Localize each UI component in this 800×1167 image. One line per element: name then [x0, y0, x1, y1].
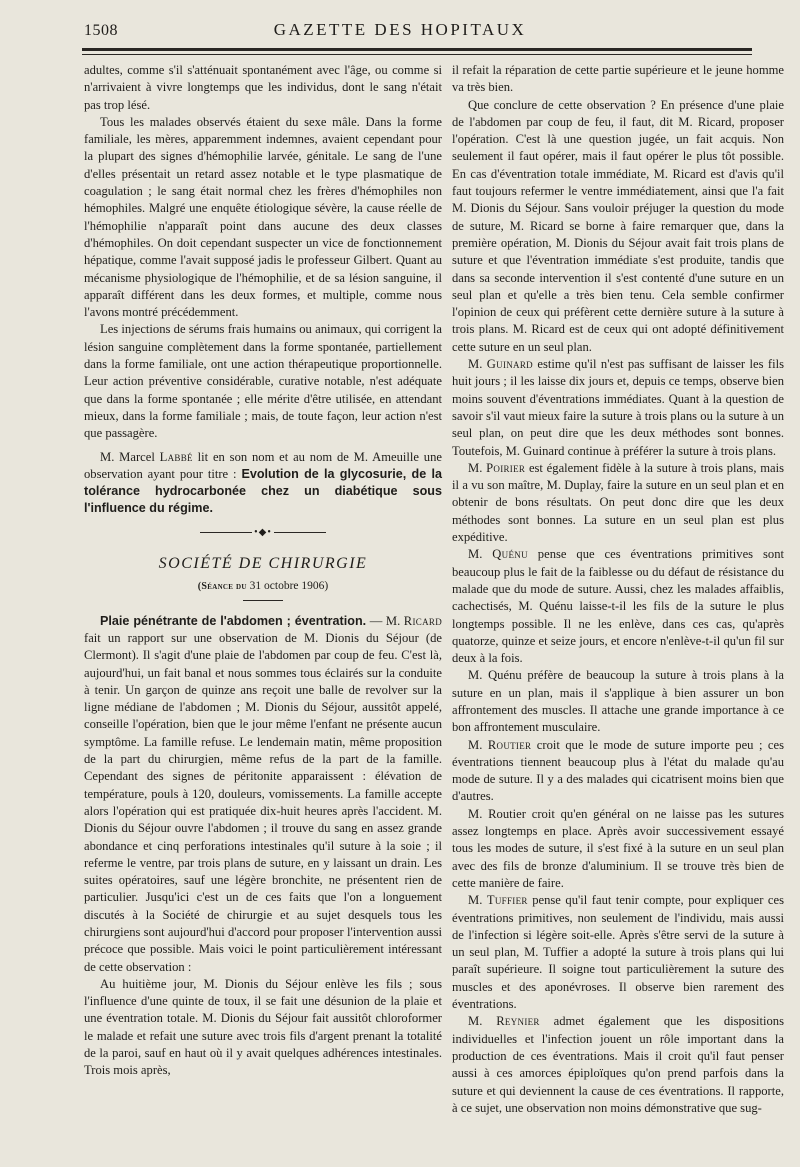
section-ornament: •◆•	[84, 524, 442, 541]
paragraph: il refait la réparation de cette partie supérieure et le jeune homme va très bien.	[452, 63, 784, 95]
paragraph-guinard: M. Guinard estime qu'il n'est pas suffisant de laisser les fils huit jours ; il les laisse dix jours et, depuis ce temps, observe bien moins souvent d'éventrations immédiates. Quant à la question de savoir s'il vaut mieux faire la suture à trois plans ou la suture à un seul plan, on peut dire que les deux méthodes sont bonnes. Toutefois, M. Guinard continue à préférer la suture à trois plans.	[452, 357, 785, 458]
paragraph: adultes, comme s'il s'atténuait spontanément avec l'âge, ou comme si n'arrivaient à vivre longtemps que les individus, dont le sang n'était pas trop lésé.	[84, 63, 442, 112]
left-column	[84, 62, 442, 1080]
communication-title: Evolution de la glycosurie, de la tolérance hydrocarbonée chez un diabétique sous l'influence du régime.	[84, 466, 442, 516]
paragraph: Tous les malades observés étaient du sexe mâle. Dans la forme familiale, les mères, apparemment indemnes, avaient cependant pour la plupart des signes d'hémophilie larvée, génitale. Le sang de l'une d'elles présentait un retard assez notable et le type plasmatique de coagulation ; le sang était normal chez les frères d'hémophiles non hémophiles. Malgré une enquête étiologique sévère, la cause réelle de l'hémophilie n'apparaît point dans aucune des deux classes d'hémophiles. On doit cependant suspecter un vice de fonctionnement hépatique, comme l'avait supposé jadis le professeur Gilbert. Quant au mécanisme physiologique de l'hémophilie, et de sa lésion sanguine, il apparaît différent dans les deux formes, et multiple, comme nous l'avons montré précédemment.	[84, 114, 442, 320]
paragraph: M. Routier croit qu'en général on ne laisse pas les sutures assez longtemps en place. Après avoir successivement essayé tous les modes de suture, il s'est fixé à la suture en un seul plan avec des fils de bronze d'aluminium. Il se trouve très bien de cette manière de faire.	[452, 806, 784, 890]
paragraph-ricard: Plaie pénétrante de l'abdomen ; éventration. — M. Ricard fait un rapport sur une observation de M. Dionis du Séjour (de Clermont). Il s'agit d'une plaie de l'abdomen par coup de feu. C'est là, aujourd'hui, un fait banal et nous sommes tous éclairés sur la conduite à tenir. Un garçon de quinze ans reçoit une balle de revolver sur la ligne médiane de l'abdomen ; M. Dionis du Séjour, aussitôt appelé, conseille l'opération, bien que le jour même l'enfant ne présente aucun symptôme. La famille refuse. Le lendemain matin, même proposition de la part du chirurgien, même refus de la part de la famille. Cependant des signes de péritonite apparaissent : élévation de température, pouls à 120, douleurs, vomissements. La famille accepte alors l'opération qui est pratiquée dix-huit heures après l'accident. M. Dionis du Séjour ouvre l'abdomen ; il trouve du sang en assez grande abondance et cinq perforations intestinales qu'il suture à la soie ; il referme le ventre, par trois plans de suture, en y laissant un drain. Les suites opératoires, sauf une légère bronchite, ne présentent rien de particulier. Jusqu'ici c'est un de ces faits que l'on a longuement discutés à la Société de chirurgie et au sujet desquels tous les chirurgiens sont aujourd'hui d'accord pour proposer l'intervention aussi précoce que possible. Mais voici le point particulièrement intéressant de cette observation :	[84, 613, 442, 974]
author-name: Ricard	[403, 613, 442, 628]
author-name: Guinard	[486, 357, 533, 372]
paragraph: Que conclure de cette observation ? En présence d'une plaie de l'abdomen par coup de feu, il faut, dit M. Ricard, proposer l'opération. C'est là une question jugée, un fait acquis. Non seulement il faut opérer, mais il faut opérer le plus tôt possible. En cas d'éventration totale immédiate, M. Ricard est d'avis qu'il faut toujours refermer le ventre immédiatement, ainsi que l'a fait M. Dionis du Séjour. Sans vouloir préjuger la question du mode de suture, M. Ricard se borne à faire remarquer que, dans la première opération, M. Dionis du Séjour avait fait trois plans de suture et que l'éventration immédiate s'est produite, tandis que dans sa seconde intervention il s'est contenté d'une suture en un seul plan et qu'elle a très bien tenu. Cela semble confirmer l'opinion de ceux qui préfèrent cette dernière suture à la suture à trois plans. M. Ricard est de ceux qui ont adopté définitivement cette suture en un seul plan.	[452, 97, 784, 354]
session-date: (Séance du 31 octobre 1906)	[197, 580, 329, 593]
paragraph-tuffier: M. Tuffier pense qu'il faut tenir compte, pour expliquer ces éventrations primitives, non seulement de l'individu, mais aussi de l'infection si légère soit-elle. Après s'être servi de la suture à un seul plan, M. Tuffier a adopté la suture à trois plans qui lui paraît supérieure. Il soigne tout particulièrement la suture des muscles et des aponévroses. Il observe bien rarement des éventrations.	[452, 893, 784, 1012]
paragraph: M. Quénu préfère de beaucoup la suture à trois plans à la suture en un plan, mais il s'applique à bien assurer un bon affrontement des muscles. Il attache une grande importance à ce bon affrontement musculaire.	[452, 668, 784, 735]
section-rule	[243, 600, 283, 601]
author-name: Labbé	[159, 449, 193, 464]
section-title: SOCIÉTÉ DE CHIRURGIE	[158, 555, 368, 573]
paragraph-quenu: M. Quénu pense que ces éventrations primitives sont beaucoup plus le fait de la faiblesse ou du défaut de résistance du malade que du mode de suture. Aussi, chez les malades affaiblis, cachectisés, M. Quénu laisse-t-il les fils de la suture le plus longtemps possible. Il ne les enlève, dans ces cas, qu'après quatorze, quinze et seize jours, et encore n'enlève-t-il qu'un fil sur deux à la fois.	[452, 547, 784, 666]
author-name: Poirier	[486, 460, 526, 475]
author-name: Tuffier	[486, 893, 528, 908]
right-column	[452, 62, 784, 1117]
author-name: Routier	[487, 737, 532, 752]
paragraph: Au huitième jour, M. Dionis du Séjour enlève les fils ; sous l'influence d'une quinte de toux, il se fait une désunion de la plaie et une éventration totale. M. Dionis du Séjour fait aussitôt chloroformer le malade et refait une suture avec trois fils d'argent prenant la totalité de la paroi, sauf en haut où il y avait quelques adhérences intestinales. Trois mois après,	[84, 976, 442, 1078]
paragraph-labbe: M. Marcel Labbé lit en son nom et au nom de M. Ameuille une observation ayant pour titre : Evolution de la glycosurie, de la tolérance hydrocarbonée chez un diabétique sous l'influence du régime.	[84, 449, 442, 516]
paragraph-routier: M. Routier croit que le mode de suture importe peu ; ces éventrations tiennent beaucoup plus à l'état du malade qu'au mode de suture. Il y a des malades qui cicatrisent moins bien que d'autres.	[452, 737, 784, 804]
paragraph-poirier: M. Poirier est également fidèle à la suture à trois plans, mais il a vu son maître, M. Duplay, faire la suture en un seul plan et en obtenir de bons résultats. On peut donc dire que les deux méthodes sont bonnes. La suture en un seul plan est plus expéditive.	[452, 460, 784, 545]
article-title: Plaie pénétrante de l'abdomen ; éventration.	[100, 613, 367, 628]
header-rule-thick	[82, 48, 752, 51]
page-number: 1508	[84, 22, 118, 39]
journal-title: GAZETTE DES HOPITAUX	[273, 20, 527, 39]
paragraph: Les injections de sérums frais humains ou animaux, qui corrigent la lésion sanguine complètement dans la forme spontanée, partiellement dans la forme familiale, ont une action thérapeutique proportionnelle. Leur action préventive considérable, curative notable, n'est adéquate que dans la forme spontanée ; elle mérite d'être utilisée, en attendant mieux, dans la forme familiale ; mais, de toute façon, leur action n'est que passagère.	[84, 322, 442, 441]
paragraph-reynier: M. Reynier admet également que les dispositions individuelles et l'infection jouent un rôle important dans la production de ces éventrations. Mais il croit qu'il faut penser aussi à ces amorces épiploïques qu'on prend parfois dans la suture et qui deviennent la cause de ces éventrations. Il rapporte, à ce sujet, une observation non moins démonstrative que sug-	[452, 1014, 784, 1115]
author-name: Quénu	[492, 547, 528, 562]
author-name: Reynier	[496, 1014, 540, 1029]
header-rule-thin	[82, 54, 752, 55]
